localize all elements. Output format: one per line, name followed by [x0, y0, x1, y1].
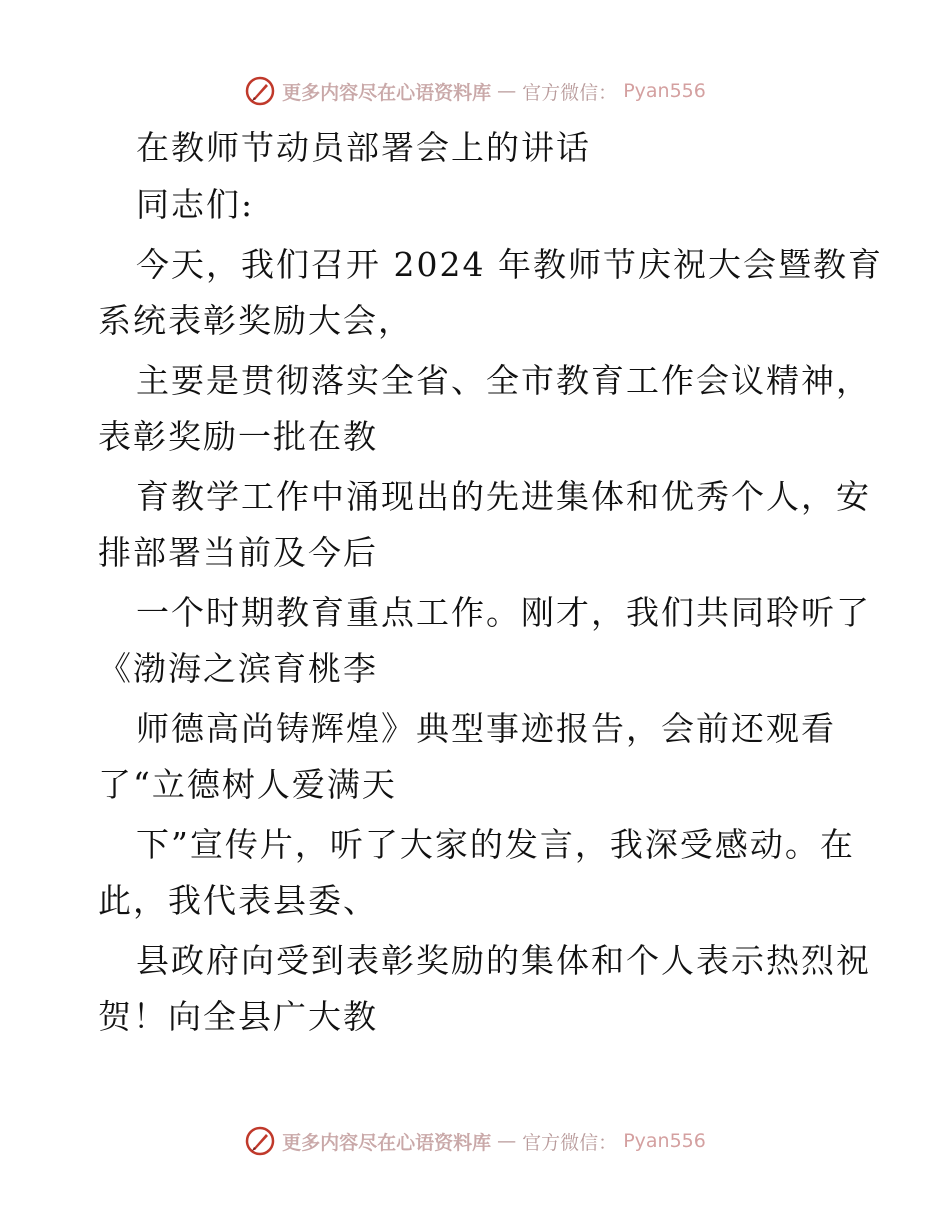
paragraph-line: 县政府向受到表彰奖励的集体和个人表示热烈祝	[136, 941, 871, 980]
salutation: 同志们:	[136, 185, 255, 224]
paragraph-line: 主要是贯彻落实全省、全市教育工作会议精神，	[136, 361, 871, 400]
header-watermark	[0, 71, 950, 111]
watermark-contact-id: Pyan556	[623, 80, 706, 102]
paragraph-line: 表彰奖励一批在教	[98, 417, 378, 456]
paragraph-line: 育教学工作中涌现出的先进集体和优秀个人，安	[136, 477, 871, 516]
watermark-contact-label: 官方微信：	[522, 81, 618, 104]
quill-pen-logo-icon	[244, 75, 276, 107]
footer-watermark	[0, 1121, 950, 1161]
document-title: 在教师节动员部署会上的讲话	[136, 128, 591, 167]
watermark-contact-id: Pyan556	[623, 1130, 706, 1152]
watermark-brand-text: 更多内容尽在心语资料库	[282, 81, 492, 104]
paragraph-line: 《渤海之滨育桃李	[98, 649, 378, 688]
paragraph-line: 贺！向全县广大教	[98, 997, 378, 1036]
paragraph-line: 系统表彰奖励大会，	[98, 301, 413, 340]
paragraph-line: 了“立德树人爱满天	[98, 765, 397, 804]
watermark-brand-text: 更多内容尽在心语资料库	[282, 1131, 492, 1154]
paragraph-line: 师德高尚铸辉煌》典型事迹报告，会前还观看	[136, 709, 836, 748]
paragraph-line: 今天，我们召开 2024 年教师节庆祝大会暨教育	[136, 245, 883, 284]
paragraph-line: 一个时期教育重点工作。刚才，我们共同聆听了	[136, 593, 871, 632]
watermark-contact-label: 官方微信：	[522, 1131, 618, 1154]
watermark-dash: —	[497, 80, 517, 102]
quill-pen-logo-icon	[244, 1125, 276, 1157]
watermark-dash: —	[497, 1130, 517, 1152]
paragraph-line: 排部署当前及今后	[98, 533, 378, 572]
paragraph-line: 此，我代表县委、	[98, 881, 378, 920]
paragraph-line: 下”宣传片，听了大家的发言，我深受感动。在	[136, 825, 855, 864]
